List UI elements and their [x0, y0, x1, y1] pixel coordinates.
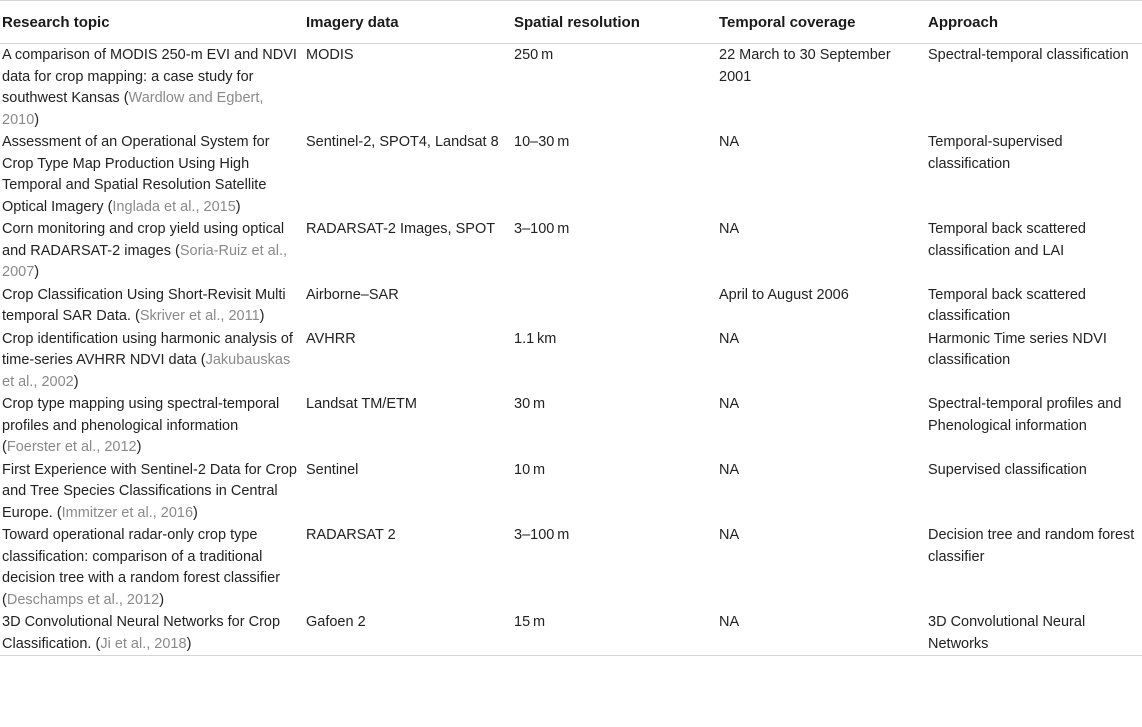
cell-spatial-resolution: 1.1 km — [514, 330, 557, 347]
topic-text: Crop type mapping using spectral-temporal profiles and phenological information — [2, 396, 280, 434]
cell-research-topic: Toward operational radar-only crop type classification: comparison of a traditional decision tree with a random forest classifier (Deschamps et al., 2012) — [2, 527, 281, 608]
cell-spatial-resolution: 3–100 m — [514, 221, 570, 237]
cell-research-topic: Crop identification using harmonic analysis of time-series AVHRR NDVI data (Jakubauskas et al., 2002) — [2, 330, 293, 390]
citation-suffix: ) — [34, 264, 40, 280]
cell-research-topic: Assessment of an Operational System for Crop Type Map Production Using High Temporal and Spatial Resolution Satellite Optical Imagery (Inglada et al., 2015) — [2, 134, 270, 215]
table-row — [0, 459, 1142, 525]
topic-text: 3D Convolutional Neural Networks for Crop Classification. — [2, 614, 281, 652]
cell-temporal-coverage: NA — [719, 396, 740, 412]
topic-text: First Experience with Sentinel-2 Data for Crop and Tree Species Classifications in Central Europe. — [2, 461, 297, 521]
cell-approach: Spectral-temporal classification — [928, 47, 1129, 63]
header-research-topic: Research topic — [0, 1, 304, 44]
topic-text: Crop identification using harmonic analysis of time-series AVHRR NDVI data — [2, 330, 293, 368]
table-row — [0, 524, 1142, 611]
cell-approach: Decision tree and random forest classifier — [928, 527, 1135, 565]
citation-suffix: ) — [259, 308, 265, 324]
cell-spatial-resolution: 15 m — [512, 611, 717, 656]
cell-temporal-coverage: NA — [719, 461, 740, 478]
table-header — [0, 1, 1142, 44]
citation-suffix: ) — [159, 591, 165, 608]
citation-link[interactable]: Inglada et al., 2015 — [112, 198, 236, 215]
table-row — [0, 131, 1142, 218]
cell-approach: Spectral-temporal profiles and Phenological information — [928, 396, 1122, 434]
cell-imagery-data: Landsat TM/ETM — [306, 396, 417, 412]
topic-text: A comparison of MODIS 250-m EVI and NDVI data for crop mapping: a case study for southwest Kansas — [2, 47, 297, 106]
header-spatial-resolution: Spatial resolution — [512, 1, 717, 44]
cell-research-topic: 3D Convolutional Neural Networks for Crop Classification. (Ji et al., 2018) — [0, 611, 304, 656]
table-row — [0, 218, 1142, 284]
citation-link[interactable]: Foerster et al., 2012 — [6, 439, 137, 455]
citation-link[interactable]: Wardlow and Egbert, 2010 — [2, 90, 264, 128]
cell-imagery-data: RADARSAT-2 Images, SPOT — [306, 221, 496, 237]
citation-suffix: ) — [73, 373, 79, 390]
header-imagery-data: Imagery data — [304, 1, 512, 44]
header-temporal-coverage: Temporal coverage — [717, 1, 926, 44]
header-row — [0, 1, 1142, 44]
citation-link[interactable]: Soria-Ruiz et al., 2007 — [2, 242, 288, 280]
table-row — [0, 284, 1142, 328]
cell-imagery-data: Airborne–SAR — [306, 286, 399, 303]
cell-approach: Temporal back scattered classification — [928, 286, 1086, 324]
cell-temporal-coverage: NA — [719, 134, 740, 150]
cell-imagery-data: Sentinel-2, SPOT4, Landsat 8 — [306, 134, 499, 150]
cell-imagery-data: Sentinel — [306, 461, 359, 478]
cell-spatial-resolution: 10 m — [514, 461, 546, 478]
cell-research-topic: First Experience with Sentinel-2 Data for Crop and Tree Species Classifications in Central Europe. (Immitzer et al., 2016) — [2, 461, 297, 521]
cell-imagery-data: MODIS — [306, 47, 354, 63]
citation-suffix: ) — [136, 439, 142, 455]
cell-approach: Temporal-supervised classification — [928, 134, 1063, 172]
citation-suffix: ) — [34, 111, 40, 128]
table-row — [0, 393, 1142, 459]
topic-text: Toward operational radar-only crop type classification: comparison of a traditional decision tree with a random forest classifier — [2, 527, 281, 586]
cell-approach: Supervised classification — [928, 461, 1087, 478]
cell-research-topic: Crop Classification Using Short-Revisit Multi temporal SAR Data. (Skriver et al., 2011) — [2, 286, 286, 324]
citation-link[interactable]: Deschamps et al., 2012 — [6, 591, 160, 608]
cell-imagery-data: RADARSAT 2 — [306, 527, 396, 543]
citation-link[interactable]: Jakubauskas et al., 2002 — [2, 352, 291, 390]
citation-link[interactable]: Immitzer et al., 2016 — [61, 504, 194, 521]
cell-spatial-resolution: 30 m — [514, 396, 546, 412]
cell-temporal-coverage: NA — [717, 611, 926, 656]
cell-research-topic: Corn monitoring and crop yield using optical and RADARSAT-2 images (Soria-Ruiz et al., 2007) — [2, 221, 288, 280]
topic-text: Assessment of an Operational System for Crop Type Map Production Using High Temporal and Spatial Resolution Satellite Optical Imagery — [2, 134, 270, 215]
cell-imagery-data: AVHRR — [306, 330, 356, 347]
cell-temporal-coverage: NA — [719, 330, 740, 347]
cell-temporal-coverage: NA — [719, 527, 740, 543]
cell-spatial-resolution: 3–100 m — [514, 527, 570, 543]
table-row — [0, 611, 1142, 656]
cell-spatial-resolution — [512, 284, 717, 328]
cell-research-topic: Crop type mapping using spectral-temporal profiles and phenological information (Foerster et al., 2012) — [2, 396, 280, 455]
citation-suffix: ) — [186, 635, 192, 652]
cell-temporal-coverage: 22 March to 30 September 2001 — [719, 47, 891, 85]
cell-spatial-resolution: 250 m — [514, 47, 554, 63]
cell-spatial-resolution: 10–30 m — [514, 134, 570, 150]
cell-approach: 3D Convolutional Neural Networks — [926, 611, 1142, 656]
citation-link[interactable]: Skriver et al., 2011 — [139, 308, 260, 324]
table-row — [0, 328, 1142, 394]
header-approach: Approach — [926, 1, 1142, 44]
table-row — [0, 44, 1142, 132]
table-body — [0, 44, 1142, 656]
topic-text: Crop Classification Using Short-Revisit Multi temporal SAR Data. — [2, 286, 286, 324]
citation-suffix: ) — [235, 198, 241, 215]
cell-research-topic: A comparison of MODIS 250-m EVI and NDVI data for crop mapping: a case study for southwest Kansas (Wardlow and Egbert, 2010) — [2, 47, 297, 128]
cell-temporal-coverage: April to August 2006 — [719, 286, 849, 303]
topic-text: Corn monitoring and crop yield using optical and RADARSAT-2 images — [2, 221, 285, 259]
citation-suffix: ) — [193, 504, 198, 521]
cell-approach: Temporal back scattered classification and LAI — [928, 221, 1086, 259]
cell-temporal-coverage: NA — [719, 221, 740, 237]
cell-approach: Harmonic Time series NDVI classification — [928, 330, 1107, 368]
cell-imagery-data: Gafoen 2 — [304, 611, 512, 656]
citation-link[interactable]: Ji et al., 2018 — [100, 635, 187, 652]
